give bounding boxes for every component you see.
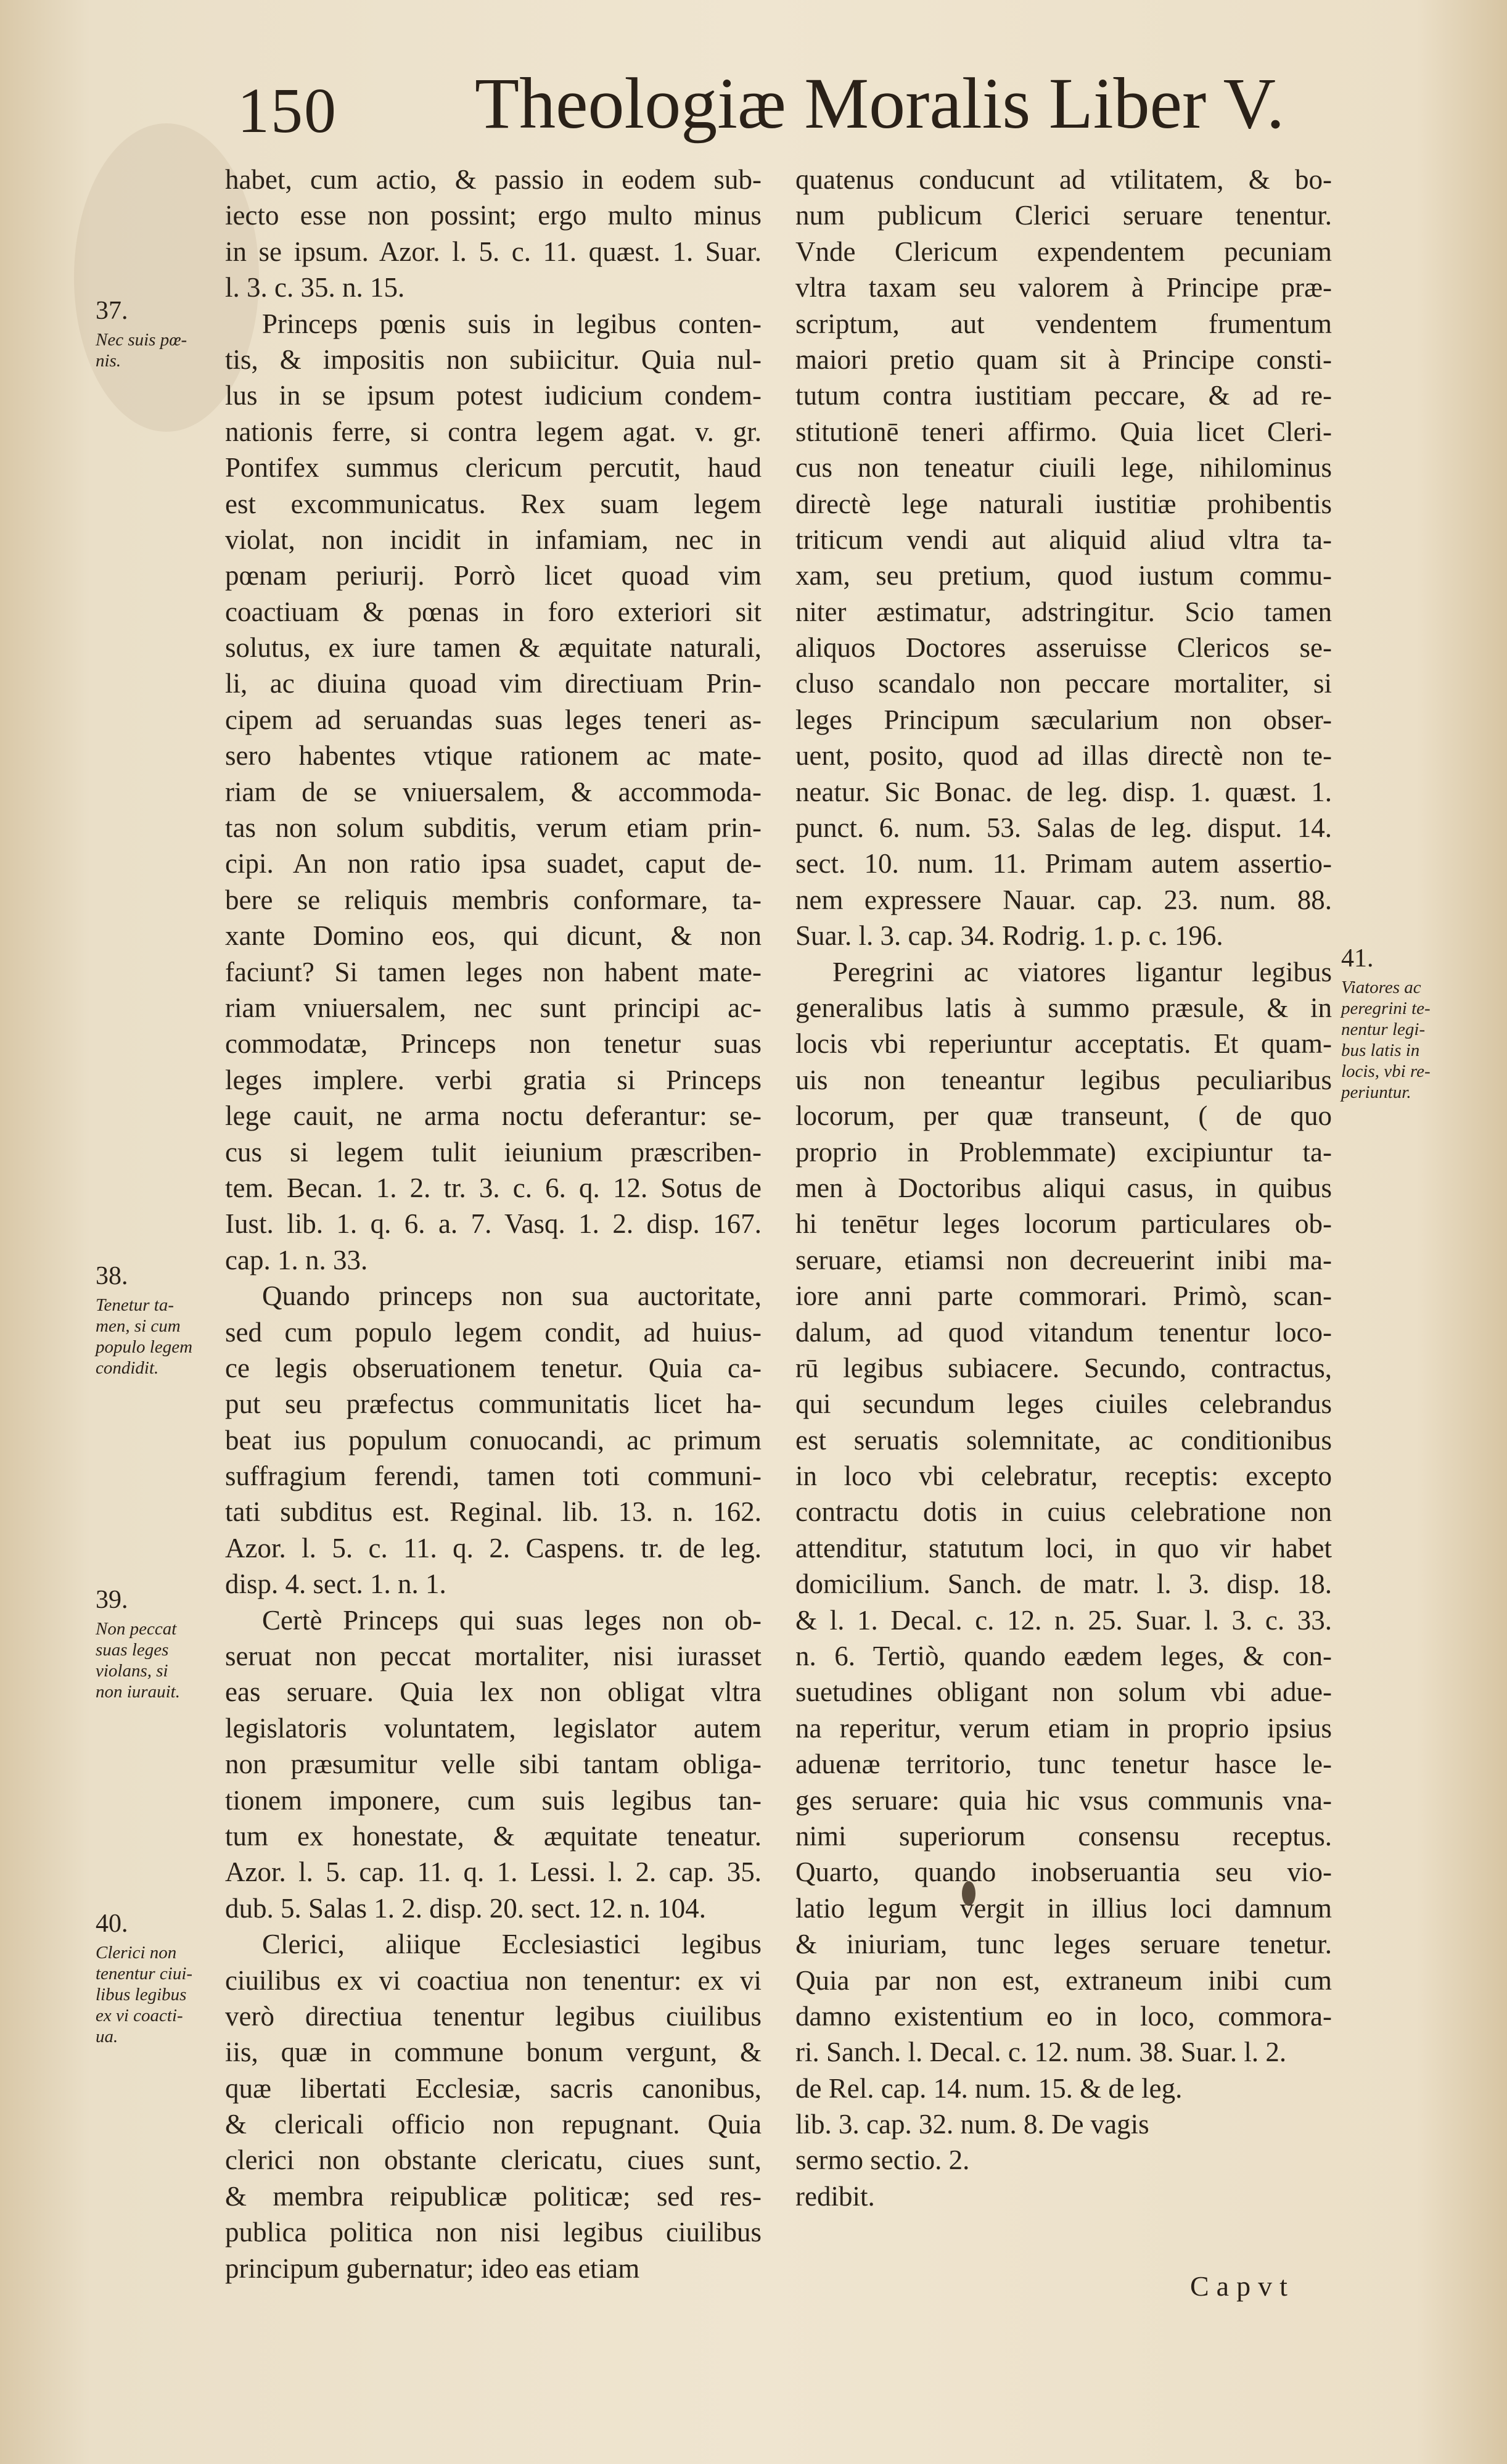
- text-line: solutus, ex iure tamen & æquitate naturali,: [225, 632, 762, 664]
- text-line: verò directiua tenentur legibus ciuilibus: [225, 2000, 762, 2032]
- text-line: latio legum vergit in illius loci damnum: [795, 1892, 1332, 1924]
- text-line: Clerici, aliique Ecclesiastici legibus: [262, 1929, 762, 1960]
- text-line: qui secundum leges ciuiles celebrandus: [795, 1388, 1332, 1420]
- text-line: niter æstimatur, adstringitur. Scio tamen: [795, 596, 1332, 627]
- text-line: Suar. l. 3. cap. 34. Rodrig. 1. p. c. 196.: [795, 920, 1223, 952]
- text-line: Azor. l. 5. c. 11. q. 2. Caspens. tr. de leg.: [225, 1532, 762, 1564]
- text-line: aduenæ territorio, tunc tenetur hasce le-: [795, 1749, 1332, 1780]
- text-line: publica politica non nisi legibus ciuilibus: [225, 2217, 762, 2248]
- text-line: seruare, etiamsi non decreuerint inibi ma-: [795, 1244, 1332, 1275]
- text-line: clerici non obstante clericatu, ciues sunt,: [225, 2145, 762, 2176]
- text-line: tutum contra iustitiam peccare, & ad re-: [795, 380, 1332, 411]
- text-line: beat ius populum conuocandi, ac primum: [225, 1424, 762, 1456]
- text-line: na reperitur, verum etiam in proprio ipsius: [795, 1712, 1332, 1744]
- text-line: eas seruare. Quia lex non obligat vltra: [225, 1676, 762, 1708]
- text-line: cipi. An non ratio ipsa suadet, caput de-: [225, 848, 762, 880]
- text-line: neatur. Sic Bonac. de leg. disp. 1. quæst. 1.: [795, 776, 1332, 807]
- margin-note-41: [1341, 944, 1471, 1103]
- page-header: [0, 49, 1507, 167]
- text-line: proprio in Problemmate) excipiuntur ta-: [795, 1136, 1332, 1168]
- text-line: nem expressere Nauar. cap. 23. num. 88.: [795, 884, 1332, 915]
- text-line: sero habentes vtique rationem ac mate-: [225, 740, 762, 772]
- text-line: xam, seu pretium, quod iustum commu-: [795, 560, 1332, 591]
- text-line: in se ipsum. Azor. l. 5. c. 11. quæst. 1. Suar.: [225, 236, 762, 267]
- text-line: riam de se vniuersalem, & accommoda-: [225, 776, 762, 807]
- text-line: Vnde Clericum expendentem pecuniam: [795, 236, 1332, 267]
- text-line: hi tenētur leges locorum particulares ob-: [795, 1208, 1332, 1240]
- text-line: Certè Princeps qui suas leges non ob-: [262, 1604, 762, 1636]
- text-line: ri. Sanch. l. Decal. c. 12. num. 38. Suar. l. 2.: [795, 2037, 1287, 2068]
- text-line: sect. 10. num. 11. Primam autem assertio-: [795, 848, 1332, 880]
- text-line: Azor. l. 5. cap. 11. q. 1. Lessi. l. 2. cap. 35.: [225, 1856, 762, 1888]
- text-line: & clericali officio non repugnant. Quia: [225, 2109, 762, 2140]
- text-line: quæ libertati Ecclesiæ, sacris canonibus,: [225, 2072, 762, 2104]
- margin-note-39: [96, 1585, 219, 1702]
- note-number: 41.: [1341, 944, 1374, 973]
- text-line: cipem ad seruandas suas leges teneri as-: [225, 704, 762, 735]
- text-line: leges implere. verbi gratia si Princeps: [225, 1064, 762, 1095]
- text-line: seruat non peccat mortaliter, nisi iurasset: [225, 1641, 762, 1672]
- text-line: cus si legem tulit ieiunium præscriben-: [225, 1136, 762, 1168]
- text-line: tati subditus est. Reginal. lib. 13. n. 162.: [225, 1496, 762, 1528]
- note-text: Tenetur ta- men, si cum populo legem condidit.: [96, 1295, 193, 1378]
- text-line: uent, posito, quod ad illas directè non te-: [795, 740, 1332, 772]
- text-line: l. 3. c. 35. n. 15.: [225, 272, 405, 303]
- text-line: triticum vendi aut aliquid aliud vltra ta-: [795, 524, 1332, 555]
- note-number: 39.: [96, 1586, 128, 1614]
- text-line: suetudines obligant non solum vbi adue-: [795, 1676, 1332, 1708]
- text-line: nationis ferre, si contra legem agat. v. gr.: [225, 416, 762, 447]
- text-line: iore anni parte commorari. Primò, scan-: [795, 1280, 1332, 1312]
- text-line: locis vbi reperiuntur acceptatis. Et quam-: [795, 1028, 1332, 1060]
- note-number: 38.: [96, 1262, 128, 1290]
- page-number: 150: [237, 75, 337, 146]
- text-line: ciuilibus ex vi coactiua non tenentur: ex vi: [225, 1964, 762, 1996]
- text-line: rū legibus subiacere. Secundo, contractus,: [795, 1352, 1332, 1383]
- text-line: est seruatis solemnitate, ac conditionibus: [795, 1424, 1332, 1456]
- text-line: sermo sectio. 2.: [795, 2145, 970, 2176]
- text-line: scriptum, aut vendentem frumentum: [795, 308, 1332, 339]
- text-line: contractu dotis in cuius celebratione non: [795, 1496, 1332, 1528]
- running-title: Theologiæ Moralis Liber V.: [475, 63, 1285, 144]
- text-line: aliquos Doctores asseruisse Clericos se-: [795, 632, 1332, 664]
- text-line: est excommunicatus. Rex suam legem: [225, 488, 762, 519]
- text-line: iecto esse non possint; ergo multo minus: [225, 200, 762, 231]
- text-line: bere se reliquis membris conformare, ta-: [225, 884, 762, 915]
- text-line: quatenus conducunt ad vtilitatem, & bo-: [795, 164, 1332, 195]
- text-line: leges Principum sæcularium non obser-: [795, 704, 1332, 735]
- text-line: nimi superiorum consensu receptus.: [795, 1820, 1332, 1852]
- text-line: suffragium ferendi, tamen toti communi-: [225, 1461, 762, 1492]
- text-line: Quia par non est, extraneum inibi cum: [795, 1964, 1332, 1996]
- text-line: Princeps pœnis suis in legibus conten-: [262, 308, 762, 339]
- text-line: Quando princeps non sua auctoritate,: [262, 1280, 762, 1312]
- text-line: tas non solum subditis, verum etiam prin-: [225, 812, 762, 844]
- text-line: tis, & impositis non subiicitur. Quia nul-: [225, 344, 762, 375]
- text-line: cus non teneatur ciuili lege, nihilominus: [795, 452, 1332, 484]
- right-text-column: [795, 162, 1332, 2214]
- text-line: Iust. lib. 1. q. 6. a. 7. Vasq. 1. 2. disp. 167.: [225, 1208, 762, 1240]
- text-line: lege cauit, ne arma noctu deferantur: se-: [225, 1100, 762, 1132]
- text-line: iis, quæ in commune bonum vergunt, &: [225, 2037, 762, 2068]
- note-text: Clerici non tenentur ciui- libus legibus ex vi coacti- ua.: [96, 1943, 193, 2046]
- note-number: 37.: [96, 297, 128, 325]
- text-line: coactiuam & pœnas in foro exteriori sit: [225, 596, 762, 627]
- text-line: tionem imponere, cum suis legibus tan-: [225, 1784, 762, 1816]
- text-line: li, ac diuina quoad vim directiuam Prin-: [225, 668, 762, 699]
- text-line: domicilium. Sanch. de matr. l. 3. disp. 18.: [795, 1568, 1332, 1600]
- note-text: Non peccat suas leges violans, si non iurauit.: [96, 1619, 180, 1702]
- text-line: punct. 6. num. 53. Salas de leg. disput. 14.: [795, 812, 1332, 844]
- text-line: ges seruare: quia hic vsus communis vna-: [795, 1784, 1332, 1816]
- text-line: pœnam periurij. Porrò licet quoad vim: [225, 560, 762, 591]
- text-line: maiori pretio quam sit à Principe consti-: [795, 344, 1332, 375]
- text-line: commodatæ, Princeps non tenetur suas: [225, 1028, 762, 1060]
- text-line: put seu præfectus communitatis licet ha-: [225, 1388, 762, 1420]
- text-line: directè lege naturali iustitiæ prohibentis: [795, 488, 1332, 519]
- text-line: lib. 3. cap. 32. num. 8. De vagis: [795, 2109, 1149, 2140]
- text-line: dub. 5. Salas 1. 2. disp. 20. sect. 12. n. 104.: [225, 1892, 706, 1924]
- text-line: principum gubernatur; ideo eas etiam: [225, 2252, 640, 2284]
- text-line: generalibus latis à summo præsule, & in: [795, 992, 1332, 1023]
- text-line: habet, cum actio, & passio in eodem sub-: [225, 164, 762, 195]
- text-line: sed cum populo legem condit, ad huius-: [225, 1316, 762, 1348]
- margin-note-38: [96, 1261, 219, 1378]
- text-line: n. 6. Tertiò, quando eædem leges, & con-: [795, 1641, 1332, 1672]
- text-line: ce legis obseruationem tenetur. Quia ca-: [225, 1352, 762, 1383]
- text-line: riam vniuersalem, nec sunt principi ac-: [225, 992, 762, 1023]
- left-text-column: [225, 162, 762, 2286]
- text-line: violat, non incidit in infamiam, nec in: [225, 524, 762, 555]
- text-line: legislatoris voluntatem, legislator autem: [225, 1712, 762, 1744]
- note-text: Nec suis pœ- nis.: [96, 330, 187, 371]
- text-line: locorum, per quæ transeunt, ( de quo: [795, 1100, 1332, 1132]
- text-line: tum ex honestate, & æquitate teneatur.: [225, 1820, 762, 1852]
- text-line: vltra taxam seu valorem à Principe præ-: [795, 272, 1332, 303]
- text-line: uis non teneantur legibus peculiaribus: [795, 1064, 1332, 1095]
- note-text: Viatores ac peregrini te- nentur legi- bus latis in locis, vbi re- periuntur.: [1341, 978, 1431, 1102]
- text-line: non præsumitur velle sibi tantam obliga-: [225, 1749, 762, 1780]
- text-line: dalum, ad quod vitandum tenentur loco-: [795, 1316, 1332, 1348]
- text-line: Peregrini ac viatores ligantur legibus: [832, 956, 1332, 987]
- text-line: num publicum Clerici seruare tenentur.: [795, 200, 1332, 231]
- note-number: 40.: [96, 1910, 128, 1938]
- text-line: disp. 4. sect. 1. n. 1.: [225, 1568, 446, 1600]
- margin-note-40: [96, 1909, 219, 2047]
- text-line: cap. 1. n. 33.: [225, 1244, 368, 1275]
- text-line: Pontifex summus clericum percutit, haud: [225, 452, 762, 484]
- text-line: de Rel. cap. 14. num. 15. & de leg.: [795, 2072, 1183, 2104]
- text-line: & membra reipublicæ politicæ; sed res-: [225, 2180, 762, 2212]
- text-line: cluso scandalo non peccare mortaliter, si: [795, 668, 1332, 699]
- text-line: faciunt? Si tamen leges non habent mate-: [225, 956, 762, 987]
- text-line: lus in se ipsum potest iudicium condem-: [225, 380, 762, 411]
- text-line: tem. Becan. 1. 2. tr. 3. c. 6. q. 12. Sotus de: [225, 1172, 762, 1203]
- text-line: Quarto, quando inobseruantia seu vio-: [795, 1856, 1332, 1888]
- text-line: in loco vbi celebratur, receptis: excepto: [795, 1461, 1332, 1492]
- catchword: Capvt: [1190, 2270, 1295, 2302]
- text-line: damno existentium eo in loco, commora-: [795, 2000, 1332, 2032]
- text-line: & iniuriam, tunc leges seruare tenetur.: [795, 1929, 1332, 1960]
- text-line: & l. 1. Decal. c. 12. n. 25. Suar. l. 3. c. 33.: [795, 1604, 1332, 1636]
- text-line: stitutionē teneri affirmo. Quia licet Cleri-: [795, 416, 1332, 447]
- text-line: men à Doctoribus aliqui casus, in quibus: [795, 1172, 1332, 1203]
- text-line: redibit.: [795, 2180, 875, 2212]
- text-line: xante Domino eos, qui dicunt, & non: [225, 920, 762, 952]
- margin-note-37: [96, 296, 219, 371]
- text-line: attenditur, statutum loci, in quo vir habet: [795, 1532, 1332, 1564]
